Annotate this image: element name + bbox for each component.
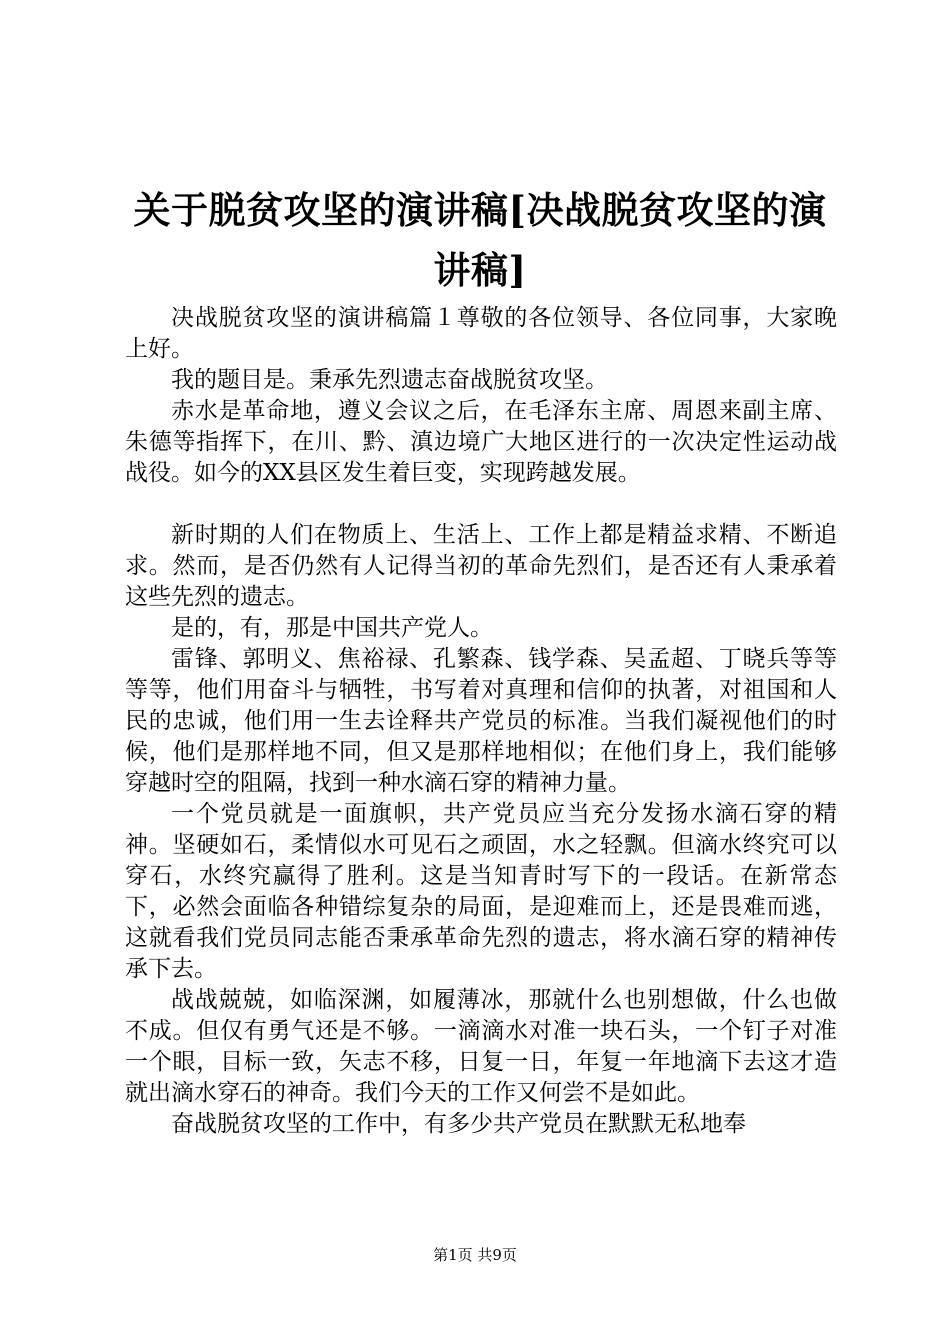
paragraph-6: 雷锋、郭明义、焦裕禄、孔繁森、钱学森、吴孟超、丁晓兵等等等等，他们用奋斗与牺牲，书写着对真理和信仰的执著，对祖国和人民的忠诚，他们用一生去诠释共产党员的标准。当我们凝视他们的时候，他们是那样地不同，但又是那样地相似；在他们身上，我们能够穿越时空的阻隔，找到一种水滴石穿的精神力量。 [125,646,837,796]
document-title: 关于脱贫攻坚的演讲稿[决战脱贫攻坚的演讲稿] [133,188,827,292]
paragraph-5: 是的，有，那是中国共产党人。 [171,615,493,641]
paragraph-3: 赤水是革命地，遵义会议之后，在毛泽东主席、周恩来副主席、朱德等指挥下，在川、黔、滇边境广大地区进行的一次决定性运动战战役。如今的XX县区发生着巨变，实现跨越发展。 [125,398,837,486]
paragraph-8: 战战兢兢，如临深渊，如履薄冰，那就什么也别想做，什么也做不成。但仅有勇气还是不够。一滴滴水对准一块石头，一个钉子对准一个眼，目标一致，矢志不移，日复一日，年复一年地滴下去这才造就出滴水穿石的神奇。我们今天的工作又何尝不是如此。 [125,987,837,1106]
paragraph-2: 我的题目是。秉承先烈遗志奋战脱贫攻坚。 [171,367,608,393]
paragraph-9: 奋战脱贫攻坚的工作中，有多少共产党员在默默无私地奉 [171,1111,746,1137]
document-body [125,303,837,1140]
paragraph-4: 新时期的人们在物质上、生活上、工作上都是精益求精、不断追求。然而，是否仍然有人记得当初的革命先烈们，是否还有人秉承着这些先烈的遗志。 [125,522,837,610]
paragraph-7: 一个党员就是一面旗帜，共产党员应当充分发扬水滴石穿的精神。坚硬如石，柔情似水可见石之顽固，水之轻飘。但滴水终究可以穿石，水终究赢得了胜利。这是当知青时写下的一段话。在新常态下，必然会面临各种错综复杂的局面，是迎难而上，还是畏难而逃，这就看我们党员同志能否秉承革命先烈的遗志，将水滴石穿的精神传承下去。 [125,801,837,982]
page-footer: 第1页 共9页 [433,1246,517,1264]
paragraph-1: 决战脱贫攻坚的演讲稿篇１尊敬的各位领导、各位同事，大家晚上好。 [125,305,837,362]
blank-line [125,489,837,520]
